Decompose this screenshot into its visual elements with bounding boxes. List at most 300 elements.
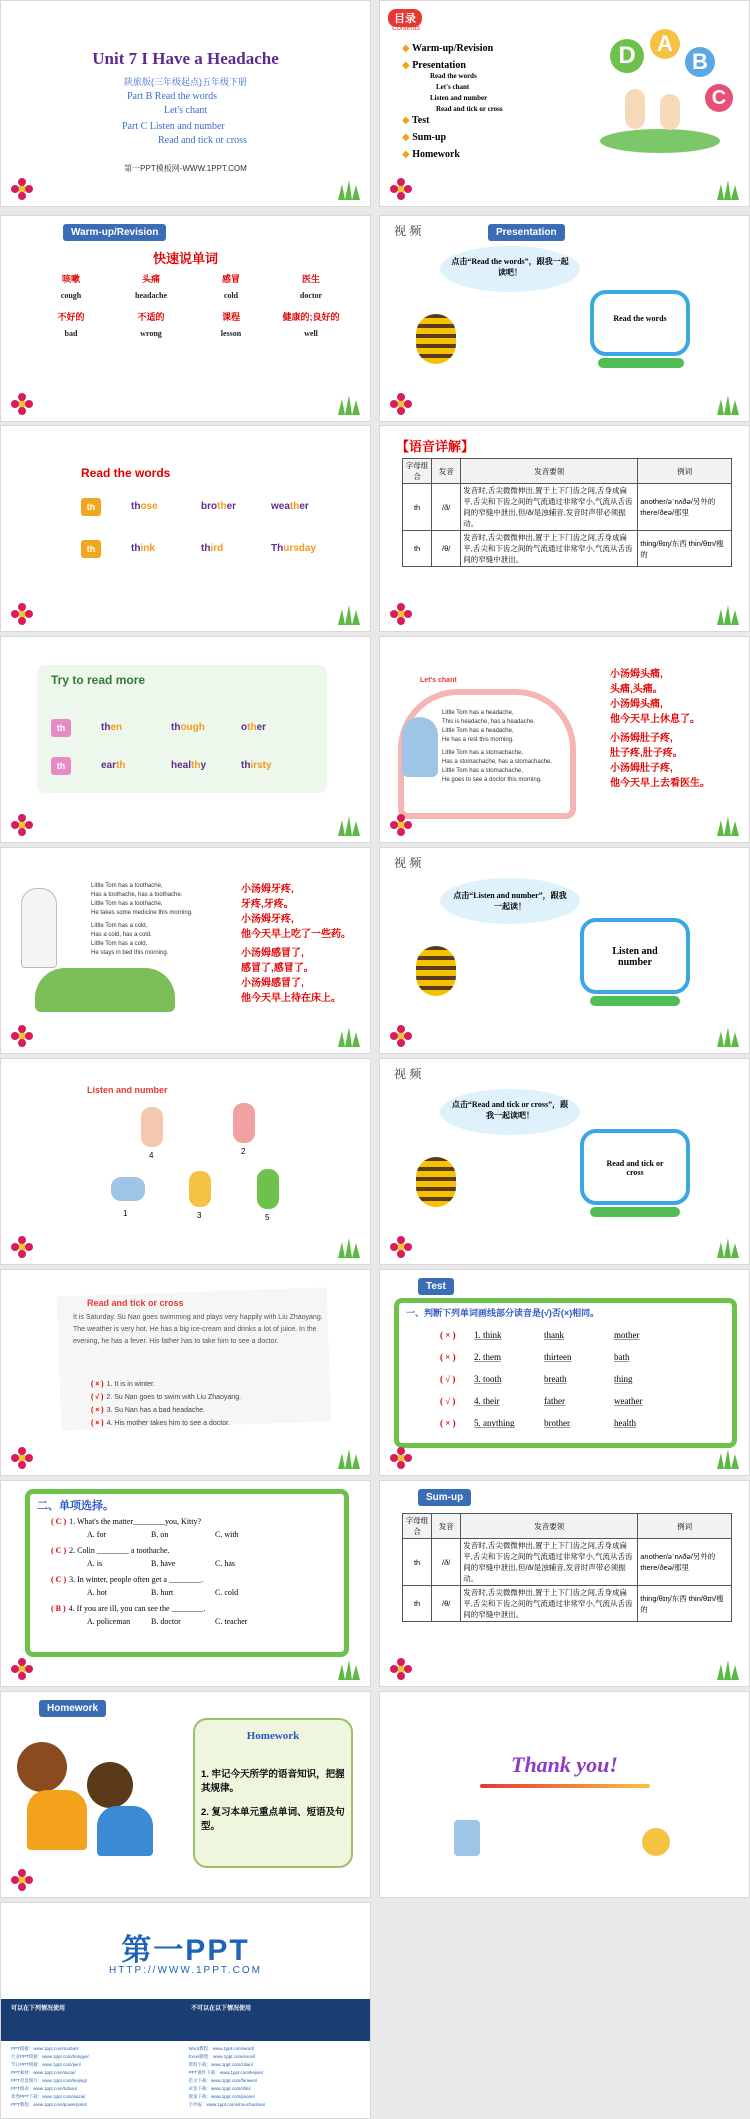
- slide-phonics-detail[interactable]: [379, 425, 750, 632]
- word-part: heal: [171, 760, 192, 771]
- section-tag: Sum-up: [418, 1489, 471, 1506]
- speech-bubble: 点击“Read and tick or cross”，跟我一起读吧！: [440, 1089, 580, 1135]
- table-row: [403, 1539, 732, 1586]
- text-line: Little Tom has a toothache,: [91, 901, 163, 907]
- word-part: th: [241, 760, 251, 771]
- homework-box-title: Homework: [246, 1730, 300, 1742]
- slide-tick-cross[interactable]: [0, 1269, 371, 1476]
- test-word: thirteen: [544, 1352, 572, 1362]
- kid-3: [189, 1171, 211, 1207]
- word-part: th: [191, 760, 201, 771]
- grass-icon: [336, 816, 362, 836]
- word: [101, 760, 125, 771]
- word-part: o: [241, 722, 248, 733]
- table-header-cell: 例词: [638, 459, 732, 484]
- chant-tag: Let's chant: [420, 677, 457, 684]
- question: [51, 1544, 279, 1570]
- word-part: th: [201, 543, 211, 554]
- phonics-table: [402, 458, 732, 567]
- word: [171, 760, 206, 771]
- kid-2: [233, 1103, 255, 1143]
- speech-bubble: 点击“Listen and number”，跟我一起读！: [440, 878, 580, 924]
- contents-item-warmup[interactable]: ◆ Warm-up/Revision: [402, 43, 494, 54]
- option[interactable]: B. have: [151, 1559, 176, 1568]
- text-line: 他今天早上待在床上。: [241, 993, 341, 1004]
- word-grid-row: [31, 310, 351, 329]
- link[interactable]: Word教程：www.1ppt.com/word/: [188, 2046, 255, 2051]
- link[interactable]: Excel教程：www.1ppt.com/excel/: [188, 2054, 256, 2059]
- question-text: 1. What's the matter________you, Kitty?: [69, 1517, 202, 1526]
- word-part: en: [110, 722, 123, 733]
- test-mark: ( √ ): [440, 1396, 456, 1406]
- text-line: 他今天早上休息了。: [610, 714, 700, 725]
- grass-icon: [336, 1027, 362, 1047]
- link[interactable]: 试卷下载：www.1ppt.com/shiti/: [188, 2086, 251, 2091]
- sick-boy-illustration: [402, 717, 438, 777]
- option[interactable]: C. teacher: [215, 1617, 248, 1626]
- link[interactable]: 资料下载：www.1ppt.com/ziliao/: [188, 2062, 254, 2067]
- option[interactable]: B. hurt: [151, 1588, 174, 1597]
- word-part: ose: [140, 501, 158, 512]
- link[interactable]: PPT模板：www.1ppt.com/moban/: [11, 2046, 79, 2051]
- word-part: th: [171, 722, 181, 733]
- word-cell: doctor: [299, 291, 323, 300]
- test-word: weather: [614, 1396, 643, 1406]
- tick-item: [91, 1417, 241, 1430]
- test-word: mother: [614, 1330, 640, 1340]
- slide-homework[interactable]: [0, 1691, 371, 1898]
- link[interactable]: 范文下载：www.1ppt.com/fanwen/: [188, 2078, 258, 2083]
- letters-illustration: D A B C: [580, 29, 740, 179]
- slide-listen-number[interactable]: [0, 1058, 371, 1265]
- tick-mark: ( × ): [91, 1407, 104, 1414]
- slide-presentation[interactable]: [379, 215, 750, 422]
- contents-sub-4[interactable]: Read and tick or cross: [436, 105, 503, 113]
- test-word: bath: [614, 1352, 630, 1362]
- contents-sub-3[interactable]: Listen and number: [430, 94, 488, 102]
- test-word: brother: [544, 1418, 570, 1428]
- slide-read-more[interactable]: [0, 636, 371, 843]
- flower-icon: [9, 814, 35, 836]
- grass-icon: [336, 395, 362, 415]
- table-cell: 发音时,舌尖微微伸出,置于上下门齿之间,舌身成扁平,舌尖和下齿之间的气流通过非常窄小,气流从舌齿间的窄缝中泄出。: [461, 1586, 638, 1622]
- table-header-cell: 字母组合: [403, 1514, 432, 1539]
- kid-5: [257, 1169, 279, 1209]
- option[interactable]: A. is: [87, 1559, 103, 1568]
- flower-icon: [9, 1025, 35, 1047]
- contents-badge: 目录: [388, 9, 422, 27]
- question: [51, 1515, 279, 1541]
- word-grid-row: [31, 291, 351, 310]
- word-cell: 感冒: [221, 274, 240, 284]
- number-4: 4: [149, 1151, 154, 1160]
- word-cell: lesson: [220, 329, 242, 338]
- test-row: [440, 1324, 684, 1346]
- slide-title[interactable]: [0, 0, 371, 207]
- link[interactable]: PPT素材：www.1ppt.com/sucai/: [11, 2070, 76, 2075]
- test-row: [440, 1368, 684, 1390]
- text-line: 肚子疼,肚子疼。: [610, 748, 683, 759]
- text-line: Has a toothache, has a toothache.: [91, 892, 183, 898]
- test-word: 1. think: [474, 1330, 502, 1340]
- word-cell: 课程: [221, 312, 240, 322]
- text-line: He stays in bed this morning.: [91, 950, 169, 956]
- heading: 【语音详解】: [396, 439, 475, 454]
- test-row: [440, 1346, 684, 1368]
- test-mark: ( × ): [440, 1418, 456, 1428]
- flower-icon: [388, 393, 414, 415]
- word-grid: [31, 272, 351, 348]
- answer: ( C ): [51, 1546, 67, 1555]
- word: [271, 543, 316, 554]
- text-line: 他今天早上吃了一些药。: [241, 929, 351, 940]
- link[interactable]: PPT图表：www.1ppt.com/tubiao/: [11, 2086, 78, 2091]
- table-cell: th: [403, 1586, 432, 1622]
- word-cell: 头痛: [141, 274, 160, 284]
- slide-thank-you[interactable]: [379, 1691, 750, 1898]
- table-cell: th: [403, 1539, 432, 1586]
- test-row: [440, 1390, 684, 1412]
- question-line: [51, 1515, 279, 1528]
- video-label: 视 频: [394, 1067, 422, 1081]
- tick-mark: ( √ ): [91, 1394, 104, 1401]
- word-part: ird: [210, 543, 224, 554]
- video-label: 视 频: [394, 856, 422, 870]
- link[interactable]: 行业PPT模板：www.1ppt.com/hangye/: [11, 2054, 89, 2059]
- section-tag: Homework: [39, 1700, 106, 1717]
- answer: ( C ): [51, 1575, 67, 1584]
- text-line: He takes some medicine this morning.: [91, 910, 193, 916]
- footer-text: 第一PPT模板网-WWW.1PPT.COM: [124, 164, 247, 173]
- question: [51, 1573, 279, 1599]
- number-5: 5: [265, 1213, 270, 1222]
- number-1: 1: [123, 1209, 128, 1218]
- subtitle-3: Let's chant: [164, 105, 208, 116]
- table-cell: 发音时,舌尖微微伸出,置于上下门齿之间,舌身成扁平,舌尖和下齿之间的气流通过非常窄小,气流从舌齿间的窄缝中泄出,但/ð/是浊辅音,发音时声带必须振动。: [461, 484, 638, 531]
- answer: ( C ): [51, 1517, 67, 1526]
- left-heading: 可以在下列情况使用: [11, 2006, 66, 2012]
- options: [51, 1528, 279, 1541]
- word-cell: 咳嗽: [61, 274, 80, 284]
- heading: 一、判断下列单词画线部分读音是(√)否(×)相同。: [406, 1308, 600, 1318]
- tick-mark: ( × ): [91, 1381, 104, 1388]
- word-cell: 不好的: [57, 312, 85, 322]
- word-cell: cold: [223, 291, 239, 300]
- passage: It is Saturday. Su Nan goes swimming and plays very happily with Liu Zhaoyang. The weather is very hot. He has a big ice-cream and drinks a lot of juice. In the evening, he has a fever. His father has to take him to see a doctor.: [73, 1314, 323, 1345]
- number-2: 2: [241, 1147, 246, 1156]
- bee-illustration: [416, 314, 456, 364]
- tv-read-and-tick[interactable]: Read and tick or cross: [580, 1129, 690, 1205]
- option[interactable]: A. for: [87, 1530, 107, 1539]
- table-header-cell: 发音要领: [461, 1514, 638, 1539]
- answer: ( B ): [51, 1604, 66, 1613]
- table-header-row: [403, 1514, 732, 1539]
- flower-icon: [388, 178, 414, 200]
- grass-icon: [715, 1449, 741, 1469]
- kid-1: [111, 1177, 145, 1201]
- text-line: He has a rest this morning.: [442, 737, 514, 743]
- contents-sub: Contents: [392, 25, 421, 32]
- word: [171, 722, 205, 733]
- test-rows: [440, 1324, 684, 1434]
- options: [51, 1557, 279, 1570]
- grass-icon: [715, 395, 741, 415]
- heading: Read and tick or cross: [87, 1298, 184, 1308]
- th-badge: th: [51, 719, 71, 737]
- options: [51, 1615, 279, 1628]
- word-part: irsty: [250, 760, 272, 771]
- test-word: breath: [544, 1374, 567, 1384]
- flower-icon: [388, 1447, 414, 1469]
- option[interactable]: C. cold: [215, 1588, 239, 1597]
- slide-listen-video[interactable]: [379, 847, 750, 1054]
- text-line: 小汤姆牙疼,: [241, 914, 294, 925]
- chant-translation: [241, 882, 351, 1006]
- table-cell: th: [403, 531, 432, 567]
- tick-text: 1. It is in winter.: [106, 1381, 155, 1388]
- students-illustration: [17, 1742, 177, 1860]
- heading: Try to read more: [51, 673, 146, 687]
- table-cell: 发音时,舌尖微微伸出,置于上下门齿之间,舌身成扁平,舌尖和下齿之间的气流通过非常窄小,气流从舌齿间的窄缝中泄出。: [461, 531, 638, 567]
- flower-icon: [9, 603, 35, 625]
- test-word: 2. them: [474, 1352, 501, 1362]
- link[interactable]: PPT课件下载：www.1ppt.com/kejian/: [188, 2070, 264, 2075]
- link[interactable]: PPT教程：www.1ppt.com/powerpoint/: [11, 2102, 88, 2107]
- bird-illustration: [642, 1828, 670, 1856]
- link[interactable]: PPT背景图片：www.1ppt.com/beijing/: [11, 2078, 88, 2083]
- word: [131, 501, 158, 512]
- contents-item-presentation[interactable]: ◆ Presentation: [402, 60, 466, 71]
- text-line: Little Tom has a headache,: [442, 710, 514, 716]
- grass-icon: [336, 1238, 362, 1258]
- word: [241, 760, 272, 771]
- contents-item-homework[interactable]: ◆ Homework: [402, 149, 460, 160]
- text-line: 感冒了,感冒了。: [241, 963, 314, 974]
- text-line: Little Tom has a cold,: [91, 941, 148, 947]
- chant-text: [91, 882, 241, 958]
- heading: 二、单项选择。: [37, 1500, 114, 1512]
- video-label: 视 频: [394, 224, 422, 238]
- table-cell: 发音时,舌尖微微伸出,置于上下门齿之间,舌身成扁平,舌尖和下齿之间的气流通过非常窄小,气流从舌齿间的窄缝中泄出,但/ð/是浊辅音,发音时声带必须振动。: [461, 1539, 638, 1586]
- doctor-illustration: [21, 888, 57, 968]
- grass-icon: [715, 605, 741, 625]
- bee-illustration: [416, 1157, 456, 1207]
- contents-sub-1[interactable]: Read the words: [430, 72, 477, 80]
- options: [51, 1586, 279, 1599]
- table-header-cell: 例词: [638, 1514, 732, 1539]
- text-line: This is headache, has a headache.: [442, 719, 536, 725]
- word-part: th: [131, 501, 141, 512]
- word-cell: 健康的;良好的: [282, 312, 340, 322]
- option[interactable]: B. on: [151, 1530, 169, 1539]
- subtitle-1: 陕旅版(三年级起点)五年级下册: [124, 77, 247, 87]
- table-header-cell: 字母组合: [403, 459, 432, 484]
- word-part: ink: [140, 543, 155, 554]
- word-part: er: [226, 501, 237, 512]
- slide-sumup[interactable]: [379, 1480, 750, 1687]
- option[interactable]: C. with: [215, 1530, 239, 1539]
- word-part: y: [200, 760, 207, 771]
- slide-brand[interactable]: [0, 1902, 371, 2119]
- word-part: th: [131, 543, 141, 554]
- table-row: [403, 531, 732, 567]
- flower-icon: [9, 1658, 35, 1680]
- grass-icon: [715, 816, 741, 836]
- slide-warmup[interactable]: [0, 215, 371, 422]
- table-header-cell: 发音: [432, 1514, 461, 1539]
- grass-icon: [715, 180, 741, 200]
- question: [51, 1602, 279, 1628]
- brush-stroke: [480, 1784, 650, 1788]
- link[interactable]: 教案下载：www.1ppt.com/jiaoan/: [188, 2094, 255, 2099]
- speech-bubble: 点击“Read the words”，跟我一起读吧！: [440, 246, 580, 292]
- test-mark: ( × ): [440, 1330, 456, 1340]
- word-cell: wrong: [140, 329, 162, 338]
- slide-read-words[interactable]: [0, 425, 371, 632]
- tick-text: 3. Su Nan has a bad headache.: [106, 1407, 206, 1414]
- text-line: 他今天早上去看医生。: [610, 778, 710, 789]
- table-cell: th: [403, 484, 432, 531]
- slide-chant-1[interactable]: [379, 636, 750, 843]
- word: [101, 722, 122, 733]
- test-row: [440, 1412, 684, 1434]
- text-line: 小汤姆头痛,: [610, 699, 663, 710]
- link[interactable]: 手抄报：www.1ppt.com/shouchaobao/: [188, 2102, 266, 2107]
- table-header-cell: 发音要领: [461, 459, 638, 484]
- question-text: 2. Colin ________ a toothache.: [69, 1546, 170, 1555]
- table-header-cell: 发音: [432, 459, 461, 484]
- number-3: 3: [197, 1211, 202, 1220]
- table-cell: thing/θɪŋ/东西 thin/θɪn/瘦的: [638, 1586, 732, 1622]
- word-part: bro: [201, 501, 218, 512]
- text-line: 小汤姆感冒了,: [241, 948, 304, 959]
- contents-item-test[interactable]: ◆ Test: [402, 115, 430, 126]
- question-line: [51, 1544, 279, 1557]
- option[interactable]: A. policeman: [87, 1617, 131, 1626]
- question-line: [51, 1602, 279, 1615]
- brand-logo: 第一PPT: [121, 1934, 250, 1967]
- tv-read-the-words[interactable]: Read the words: [590, 290, 690, 356]
- word-part: ursday: [283, 543, 317, 554]
- test-mark: ( √ ): [440, 1374, 456, 1384]
- kid-4: [141, 1107, 163, 1147]
- tick-item: [91, 1404, 241, 1417]
- word-part: Th: [271, 543, 284, 554]
- chant-translation: [610, 667, 710, 791]
- text-line: Little Tom has a stomachache,: [442, 750, 523, 756]
- section-tag: Warm-up/Revision: [63, 224, 166, 241]
- table-cell: /θ/: [432, 531, 461, 567]
- test-word: thing: [614, 1374, 633, 1384]
- heading: Read the words: [81, 466, 171, 480]
- grass-icon: [715, 1660, 741, 1680]
- heading: 快速说单词: [152, 251, 218, 266]
- grass-icon: [715, 1238, 741, 1258]
- grass-icon: [336, 180, 362, 200]
- subtitle-5: Read and tick or cross: [158, 135, 247, 146]
- text-line: 小汤姆肚子疼,: [610, 733, 673, 744]
- bee-illustration: [416, 946, 456, 996]
- word-part: th: [101, 722, 111, 733]
- word-part: er: [299, 501, 309, 512]
- table-header-row: [403, 459, 732, 484]
- tick-items: [91, 1378, 241, 1430]
- flower-icon: [9, 178, 35, 200]
- test-word: thank: [544, 1330, 564, 1340]
- word-part: th: [116, 760, 126, 771]
- test-word: 4. their: [474, 1396, 500, 1406]
- slide-test[interactable]: [379, 1269, 750, 1476]
- tv-listen-and-number[interactable]: Listen and number: [580, 918, 690, 994]
- text-line: 小汤姆头痛,: [610, 669, 663, 680]
- flower-icon: [388, 814, 414, 836]
- table-cell: thing/θɪŋ/东西 thin/θɪn/瘦的: [638, 531, 732, 567]
- option[interactable]: A. hot: [87, 1588, 107, 1597]
- text-line: 牙疼,牙疼。: [241, 899, 294, 910]
- text-line: 小汤姆牙疼,: [241, 884, 294, 895]
- slide-chant-2[interactable]: [0, 847, 371, 1054]
- tick-item: [91, 1378, 241, 1391]
- word: [271, 501, 309, 512]
- grass-icon: [336, 1660, 362, 1680]
- text-line: He goes to see a doctor this morning.: [442, 777, 542, 783]
- link[interactable]: 优秀PPT下载：www.1ppt.com/xiazai/: [11, 2094, 86, 2099]
- flower-icon: [388, 603, 414, 625]
- right-heading: 不可以在以下情况使用: [191, 2006, 252, 2012]
- table-cell: /ð/: [432, 1539, 461, 1586]
- th-badge: th: [51, 757, 71, 775]
- flower-icon: [388, 1025, 414, 1047]
- slide-tick-video[interactable]: [379, 1058, 750, 1265]
- word-part: th: [217, 501, 227, 512]
- word: [241, 722, 266, 733]
- contents-item-sumup[interactable]: ◆ Sum-up: [402, 132, 447, 143]
- subtitle-2: Part B Read the words: [127, 91, 217, 102]
- link[interactable]: 节日PPT模板：www.1ppt.com/jieri/: [11, 2062, 82, 2067]
- th-badge: th: [81, 540, 101, 558]
- test-word: health: [614, 1418, 636, 1428]
- test-word: 3. tooth: [474, 1374, 502, 1384]
- section-tag: Presentation: [488, 224, 565, 241]
- flower-icon: [388, 1236, 414, 1258]
- homework-item-2: 2. 复习本单元重点单词、短语及句型。: [201, 1807, 345, 1832]
- text-line: Little Tom has a headache,: [442, 728, 514, 734]
- slide-multiple-choice[interactable]: [0, 1480, 371, 1687]
- brand-url[interactable]: HTTP://WWW.1PPT.COM: [109, 1965, 262, 1976]
- text-line: Little Tom has a toothache,: [91, 883, 163, 889]
- word-part: th: [289, 501, 300, 512]
- table-cell: another/əˈnʌðə/另外的 there/ðeə/那里: [638, 484, 732, 531]
- flower-icon: [388, 1658, 414, 1680]
- word-grid-row: [31, 272, 351, 291]
- word: [201, 543, 223, 554]
- flower-icon: [9, 1869, 35, 1891]
- word-cell: headache: [135, 291, 167, 300]
- word-cell: 不适的: [137, 312, 165, 322]
- subtitle-4: Part C Listen and number: [122, 121, 225, 132]
- tick-text: 2. Su Nan goes to swim with Liu Zhaoyang.: [106, 1394, 242, 1401]
- test-word: 5. anything: [474, 1418, 515, 1428]
- flower-icon: [9, 393, 35, 415]
- word-cell: cough: [60, 291, 82, 300]
- option[interactable]: C. has: [215, 1559, 235, 1568]
- title: Unit 7 I Have a Headache: [92, 49, 279, 68]
- table-cell: another/əˈnʌðə/另外的 there/ðeə/那里: [638, 1539, 732, 1586]
- chant-text: [442, 709, 572, 785]
- slide-contents[interactable]: [379, 0, 750, 207]
- contents-sub-2[interactable]: Let's chant: [436, 83, 470, 91]
- option[interactable]: B. doctor: [151, 1617, 181, 1626]
